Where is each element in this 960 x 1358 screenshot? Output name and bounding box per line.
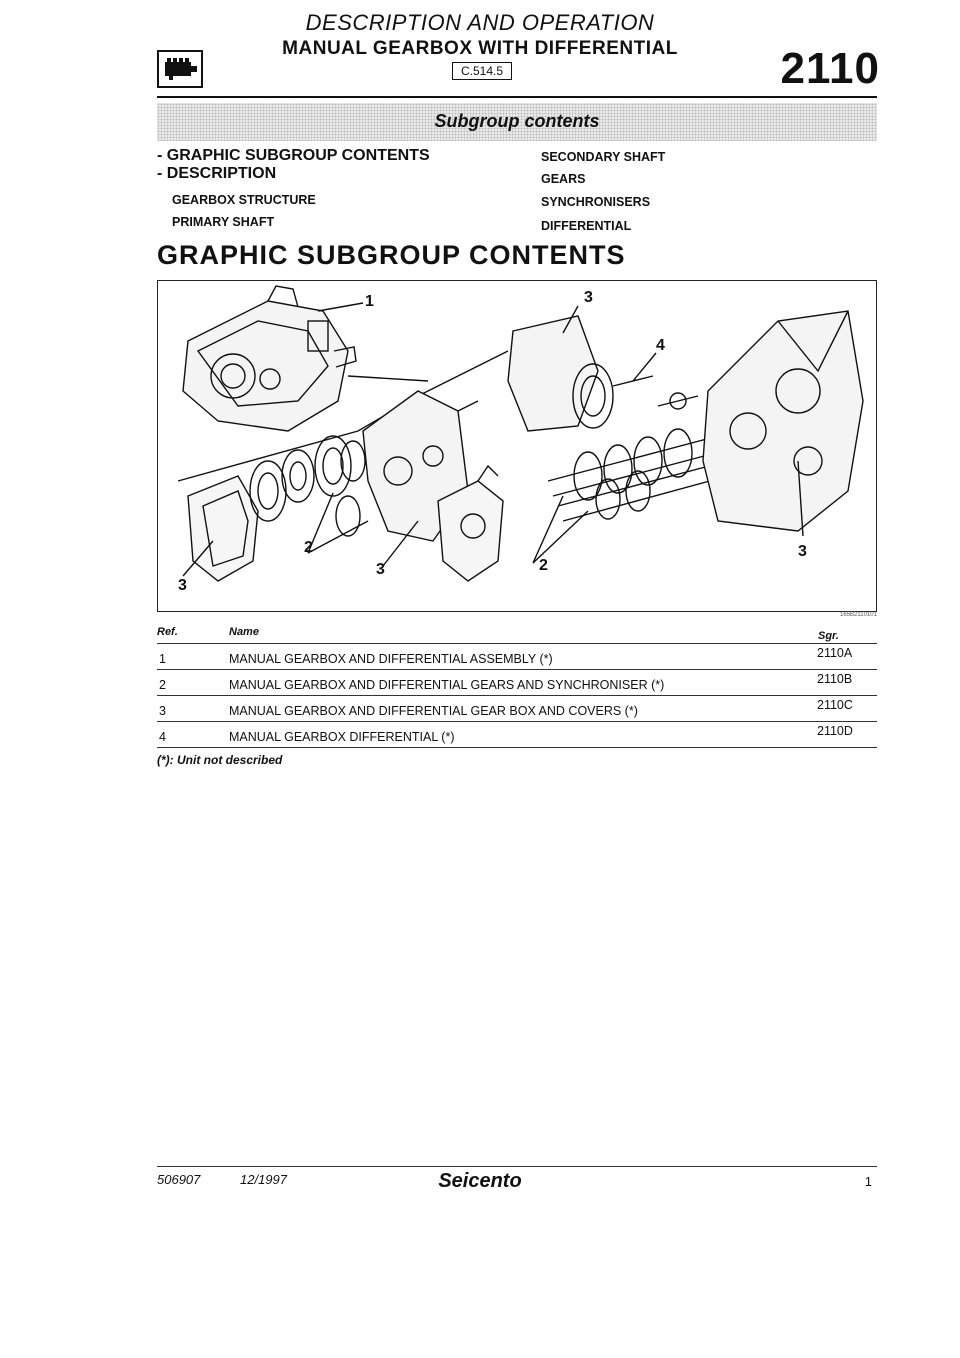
row-sgr-link[interactable]: 2110A [817, 646, 853, 660]
table-row [157, 695, 877, 719]
toc-item-graphic-subgroup-contents[interactable]: - GRAPHIC SUBGROUP CONTENTS [157, 147, 430, 164]
synchroniser-rings-drawing [250, 436, 365, 536]
callout-label-1: 1 [365, 293, 374, 310]
callout-label-4: 4 [656, 337, 665, 354]
row-ref: 3 [159, 704, 166, 718]
rear-cover-drawing [188, 476, 258, 581]
callout-label-3d: 3 [178, 577, 187, 594]
table-row [157, 721, 877, 745]
row-sgr-link[interactable]: 2110B [817, 672, 853, 686]
differential-unit-drawing [508, 316, 653, 431]
table-bottom-rule [157, 747, 877, 748]
table-row [157, 669, 877, 693]
toc-item-synchronisers[interactable]: SYNCHRONISERS [541, 195, 651, 209]
footer-brand-logo: Seicento [438, 1170, 522, 1192]
header-title-line2: MANUAL GEARBOX WITH DIFFERENTIAL [282, 38, 678, 59]
toc-item-differential[interactable]: DIFFERENTIAL [541, 219, 632, 233]
table-header-sgr: Sgr. [818, 630, 839, 642]
row-sgr-link[interactable]: 2110C [817, 698, 853, 712]
toc-item-description[interactable]: - DESCRIPTION [157, 165, 277, 182]
row-sgr-link[interactable]: 2110D [817, 724, 853, 738]
row-name: MANUAL GEARBOX AND DIFFERENTIAL GEARS AND SYNCHRONISER (*) [229, 678, 665, 692]
callout-label-2b: 2 [539, 557, 548, 574]
row-name: MANUAL GEARBOX AND DIFFERENTIAL GEAR BOX AND COVERS (*) [229, 704, 638, 718]
callout-label-2a: 2 [304, 539, 313, 556]
table-row [157, 643, 877, 667]
toc-item-primary-shaft[interactable]: PRIMARY SHAFT [172, 215, 275, 229]
table-header-ref: Ref. [157, 626, 178, 638]
callout-label-3a: 3 [584, 289, 593, 306]
footer-doc-code: 506907 [157, 1172, 201, 1187]
footer-page-number: 1 [864, 1174, 872, 1189]
toc-item-gearbox-structure[interactable]: GEARBOX STRUCTURE [172, 193, 316, 207]
callout-label-3c: 3 [798, 543, 807, 560]
section-heading: GRAPHIC SUBGROUP CONTENTS [157, 240, 626, 270]
footer-rule [157, 1166, 877, 1167]
table-note: (*): Unit not described [157, 753, 283, 767]
callout-label-3b: 3 [376, 561, 385, 578]
table-header-name: Name [229, 626, 259, 638]
section-number: 2110 [780, 44, 880, 93]
toc-item-gears[interactable]: GEARS [541, 172, 586, 186]
row-ref: 1 [159, 652, 166, 666]
subgroup-contents-band [157, 103, 877, 141]
row-ref: 2 [159, 678, 166, 692]
header-title-line1: DESCRIPTION AND OPERATION [305, 10, 655, 35]
header-rule [157, 96, 877, 98]
footer-date: 12/1997 [240, 1172, 287, 1187]
figure-code: 165B2110101 [840, 612, 877, 618]
row-name: MANUAL GEARBOX DIFFERENTIAL (*) [229, 730, 455, 744]
band-title: Subgroup contents [434, 111, 600, 131]
gearbox-assembly-drawing [183, 286, 356, 431]
header-code-box: C.514.5 [452, 62, 512, 80]
row-name: MANUAL GEARBOX AND DIFFERENTIAL ASSEMBLY (*) [229, 652, 553, 666]
row-ref: 4 [159, 730, 166, 744]
toc-item-secondary-shaft[interactable]: SECONDARY SHAFT [541, 150, 666, 164]
exploded-gearbox-figure [157, 280, 877, 612]
main-housing-drawing [703, 311, 863, 531]
